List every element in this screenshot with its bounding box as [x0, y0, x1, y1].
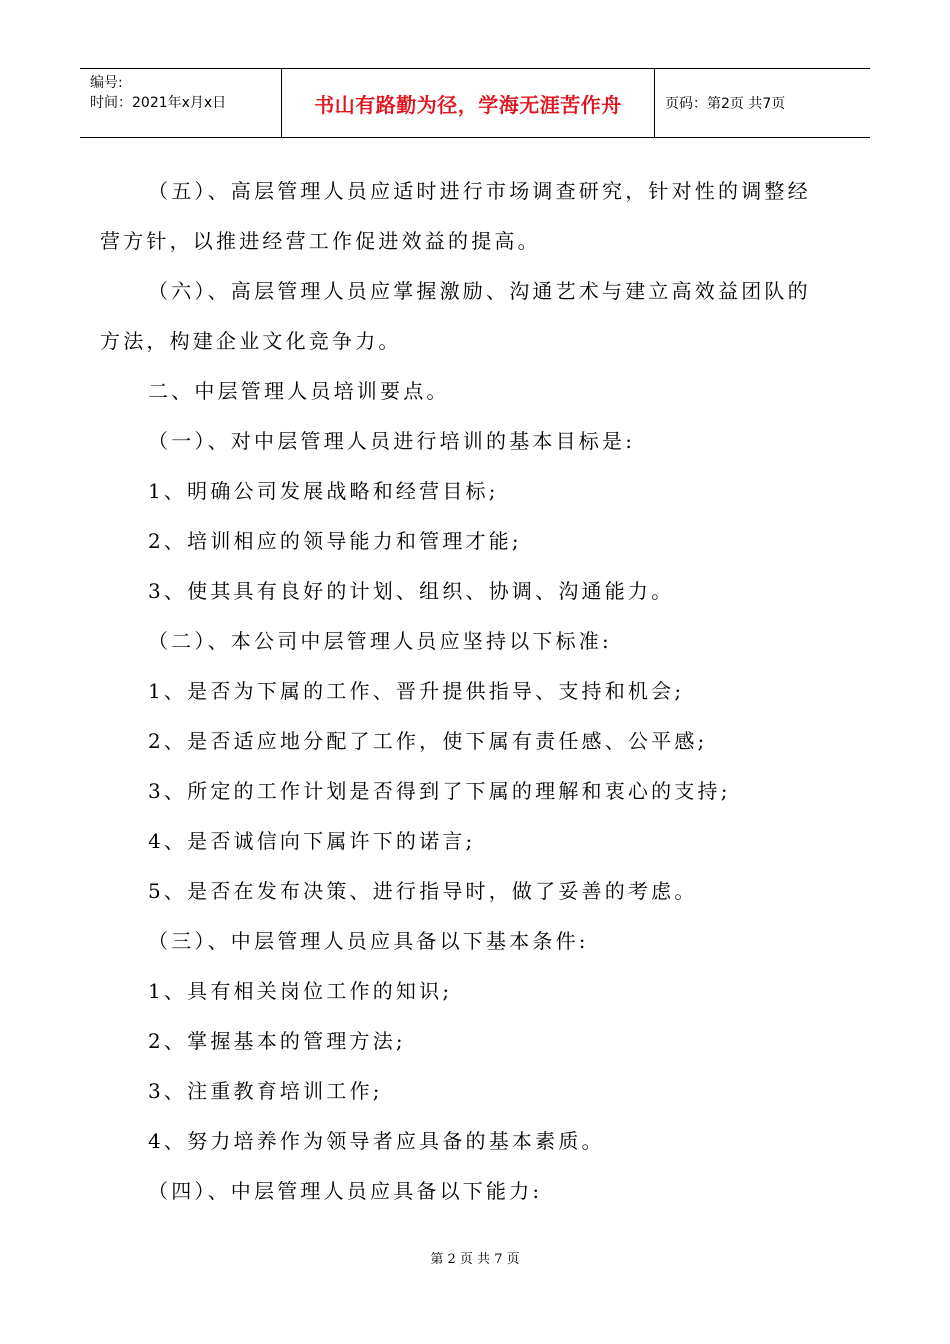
paragraph-line: 营方针，以推进经营工作促进效益的提高。 [100, 229, 541, 253]
list-item: 3、注重教育培训工作; [148, 1079, 383, 1103]
list-item: 4、是否诚信向下属许下的诺言; [148, 829, 476, 853]
paragraph-line: 方法，构建企业文化竞争力。 [100, 329, 402, 353]
page-info: 页码：第2页 共7页 [665, 96, 786, 112]
header-motto-cell [282, 69, 655, 137]
paragraph-line: （四）、中层管理人员应具备以下能力: [148, 1179, 543, 1203]
list-item: 2、是否适应地分配了工作，使下属有责任感、公平感; [148, 729, 708, 753]
header-meta-cell [80, 69, 282, 137]
list-item: 1、具有相关岗位工作的知识; [148, 979, 453, 1003]
number-label: 编号: [90, 75, 123, 91]
paragraph-line: （三）、中层管理人员应具备以下基本条件: [148, 929, 589, 953]
list-item: 1、是否为下属的工作、晋升提供指导、支持和机会; [148, 679, 685, 703]
time-label: 时间：2021年x月x日 [90, 95, 227, 111]
document-body [100, 165, 860, 1215]
paragraph-line: （一）、对中层管理人员进行培训的基本目标是: [148, 429, 636, 453]
list-item: 4、努力培养作为领导者应具备的基本素质。 [148, 1129, 605, 1153]
header-page-cell [655, 69, 870, 137]
paragraph-line: （二）、本公司中层管理人员应坚持以下标准: [148, 629, 612, 653]
list-item: 3、使其具有良好的计划、组织、协调、沟通能力。 [148, 579, 675, 603]
paragraph-line: （六）、高层管理人员应掌握激励、沟通艺术与建立高效益团队的 [148, 279, 811, 303]
list-item: 2、培训相应的领导能力和管理才能; [148, 529, 522, 553]
paragraph-line: （五）、高层管理人员应适时进行市场调查研究，针对性的调整经 [148, 179, 811, 203]
list-item: 5、是否在发布决策、进行指导时，做了妥善的考虑。 [148, 879, 698, 903]
list-item: 3、所定的工作计划是否得到了下属的理解和衷心的支持; [148, 779, 731, 803]
document-header [80, 68, 870, 138]
motto-text: 书山有路勤为径，学海无涯苦作舟 [314, 92, 622, 117]
list-item: 1、明确公司发展战略和经营目标; [148, 479, 499, 503]
page-footer: 第 2 页 共 7 页 [430, 1252, 520, 1267]
list-item: 2、掌握基本的管理方法; [148, 1029, 406, 1053]
section-heading: 二、中层管理人员培训要点。 [148, 379, 450, 403]
